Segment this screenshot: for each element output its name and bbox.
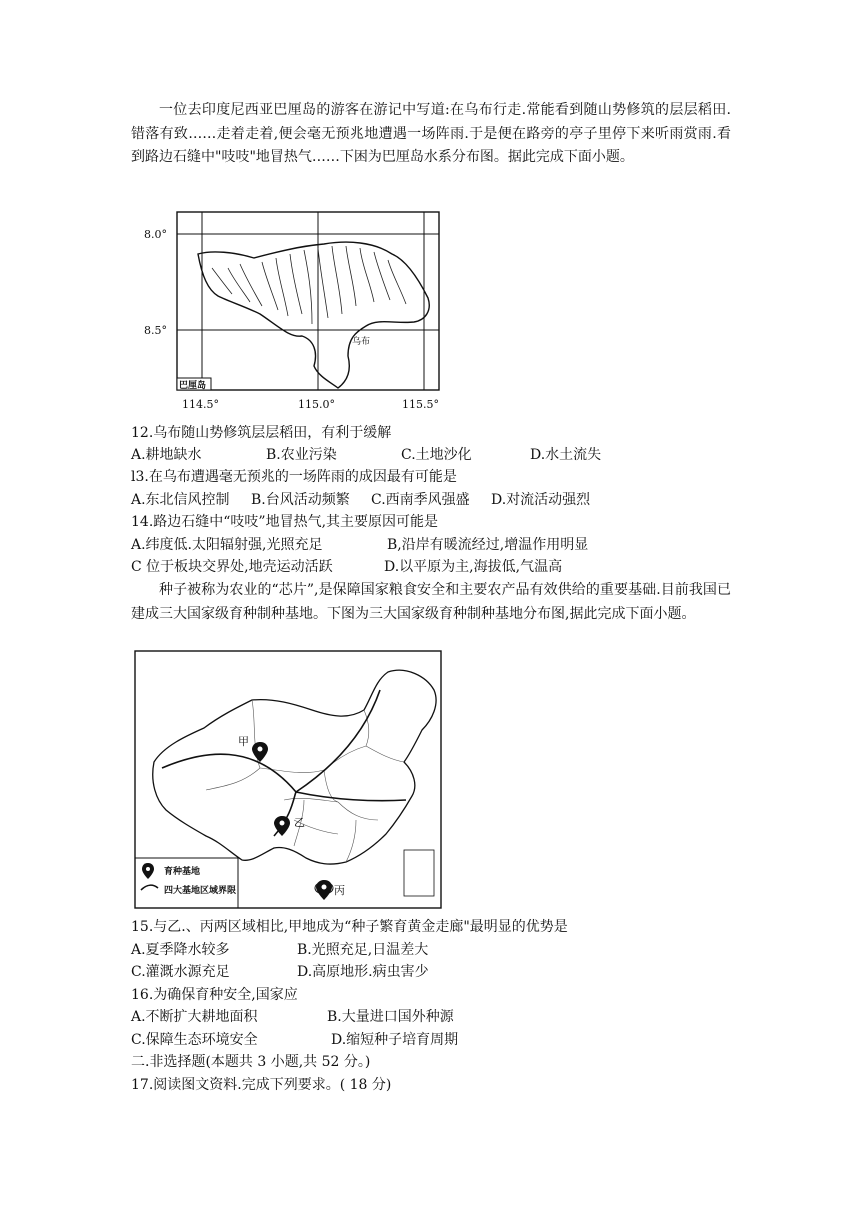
q16-option-a: A.不断扩大耕地面积 [131, 1009, 258, 1025]
seed-base-label-bing: 丙 [334, 884, 345, 897]
q16-option-d: D.缩短种子培育周期 [331, 1032, 459, 1048]
q15-stem: 15.与乙.、丙两区域相比,甲地成为“种子繁育黄金走廊"最明显的优势是 [131, 919, 568, 935]
map-caption: 巴厘岛 [179, 381, 207, 391]
section-2-heading: 二.非选择题(本题共 3 小题,共 52 分。) [131, 1054, 371, 1070]
lat-label-8-5: 8.5° [144, 324, 167, 337]
q13-option-a: A.东北信风控制 [131, 492, 230, 508]
q14-option-a: A.纬度低.太阳辐射强,光照充足 [131, 537, 323, 553]
place-label-ubud: 乌布 [352, 337, 371, 347]
q16-option-c: C.保障生态环境安全 [131, 1032, 258, 1048]
q12-option-c: C.土地沙化 [401, 447, 472, 463]
lon-label-114-5: 114.5° [182, 398, 219, 411]
q12-option-a: A.耕地缺水 [131, 447, 202, 463]
q14-option-d: D.以平原为主,海拔低,气温高 [384, 559, 563, 575]
q14-option-b: B,沿岸有暖流经过,增温作用明显 [387, 537, 589, 553]
legend-base-label: 育种基地 [164, 867, 201, 877]
q16-option-b: B.大量进口国外种源 [327, 1009, 454, 1025]
q14-option-c: C 位于板块交界处,地壳运动活跃 [131, 559, 333, 575]
q13-option-b: B.台风活动频繁 [251, 492, 350, 508]
q12-option-b: B.农业污染 [266, 447, 337, 463]
q13-option-d: D.对流活动强烈 [491, 492, 591, 508]
bali-island-outline [198, 242, 429, 388]
q13-option-c: C.西南季风强盛 [371, 492, 470, 508]
seed-base-label-yi: 乙 [294, 816, 305, 829]
q16-stem: 16.为确保育种安全,国家应 [131, 987, 298, 1003]
q13-stem: l3.在乌布遭遇毫无预兆的一场阵雨的成因最有可能是 [131, 469, 457, 485]
q14-stem: 14.路边石缝中“吱吱”地冒热气,其主要原因可能是 [131, 514, 439, 530]
china-seed-base-map [134, 650, 444, 910]
intro-paragraph-seed-bases: 种子被称为农业的“芯片”,是保障国家粮食安全和主要农产品有效供给的重要基础.目前我国已建成三大国家级育种制种基地。下图为三大国家级育种制种基地分布图,据此完成下面小题。 [131, 582, 731, 622]
lon-label-115-5: 115.5° [402, 398, 439, 411]
q12-stem: 12.乌布随山势修筑层层稻田，有利于缓解 [131, 425, 392, 441]
seed-base-label-jia: 甲 [238, 735, 249, 748]
q15-option-c: C.灌溉水源充足 [131, 964, 230, 980]
q15-option-a: A.夏季降水较多 [131, 942, 230, 958]
bali-river-map [142, 206, 442, 412]
legend-line-label: 四大基地区域界限 [164, 886, 237, 896]
lon-label-115-0: 115.0° [298, 398, 335, 411]
river-network [212, 246, 406, 324]
q15-option-d: D.高原地形.病虫害少 [297, 964, 429, 980]
q17-stem: 17.阅读图文资料.完成下列要求。( 18 分) [131, 1077, 392, 1093]
q12-option-d: D.水土流失 [530, 447, 602, 463]
q15-option-b: B.光照充足,日温差大 [297, 942, 429, 958]
lat-label-8-0: 8.0° [144, 228, 167, 241]
intro-paragraph-bali: 一位去印度尼西亚巴厘岛的游客在游记中写道:在乌布行走.常能看到随山势修筑的层层稻田.错落有致……走着走着,便会毫无预兆地遭遇一场阵雨.于是便在路旁的亭子里停下来听雨赏雨.看到路边石缝中"吱吱"地冒热气……下困为巴厘岛水系分布图。据此完成下面小题。 [131, 102, 731, 165]
map-frame [177, 212, 439, 390]
